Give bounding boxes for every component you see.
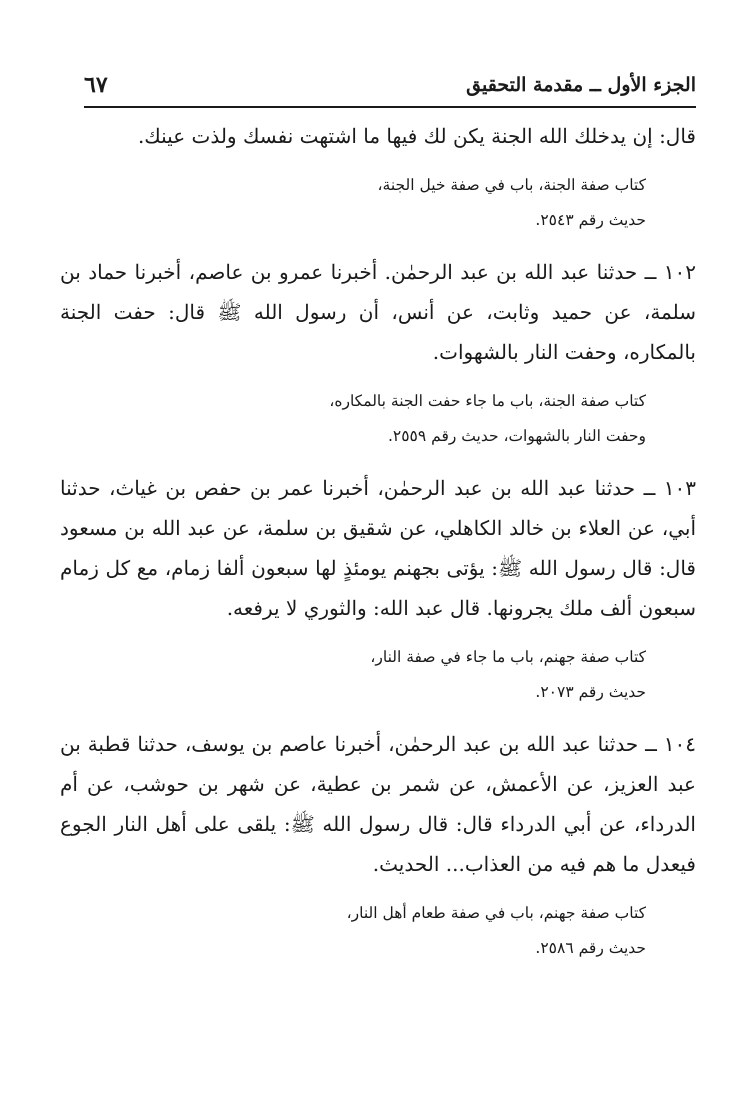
reference-line: كتاب صفة جهنم، باب في صفة طعام أهل النار،: [346, 904, 646, 922]
source-reference: [60, 168, 696, 238]
source-reference: [60, 384, 696, 454]
reference-line: كتاب صفة الجنة، باب ما جاء حفت الجنة بالمكاره،: [329, 392, 646, 410]
hadith-text-101-end: قال: إن يدخلك الله الجنة يكن لك فيها ما اشتهت نفسك ولذت عينك.: [137, 124, 696, 148]
hadith-103: ١٠٣ ــ حدثنا عبد الله بن عبد الرحمٰن، أخبرنا عمر بن حفص بن غياث، حدثنا أبي، عن العلاء بن خالد الكاهلي، عن شقيق بن سلمة، عن عبد الله بن مسعود قال: قال رسول الله ﷺ: يؤتى بجهنم يومئذٍ لها سبعون ألفا زمام، مع كل زمام سبعون ألف ملك يجرونها. قال عبد الله: والثوري لا يرفعه.: [60, 476, 696, 620]
page-content: [60, 116, 696, 980]
source-reference: [60, 896, 696, 966]
reference-line: وحفت النار بالشهوات، حديث رقم ٢٥٥٩.: [387, 427, 646, 445]
hadith-104: ١٠٤ ــ حدثنا عبد الله بن عبد الرحمٰن، أخبرنا عاصم بن يوسف، حدثنا قطبة بن عبد العزيز، عن الأعمش، عن شمر بن عطية، عن شهر بن حوشب، عن أم الدرداء، عن أبي الدرداء قال: قال رسول الله ﷺ: يلقى على أهل النار الجوع فيعدل ما هم فيه من العذاب... الحديث.: [60, 732, 696, 876]
page-number: ٦٧: [84, 72, 108, 98]
source-reference: [60, 640, 696, 710]
running-header: [84, 66, 696, 108]
reference-line: حديث رقم ٢٥٨٦.: [535, 939, 646, 957]
reference-line: حديث رقم ٢٥٤٣.: [535, 211, 646, 229]
reference-line: كتاب صفة جهنم، باب ما جاء في صفة النار،: [370, 648, 646, 666]
reference-line: كتاب صفة الجنة، باب في صفة خيل الجنة،: [377, 176, 646, 194]
header-title: الجزء الأول ــ مقدمة التحقيق: [466, 74, 696, 96]
reference-line: حديث رقم ٢٠٧٣.: [535, 683, 646, 701]
hadith-102: ١٠٢ ــ حدثنا عبد الله بن عبد الرحمٰن. أخبرنا عمرو بن عاصم، أخبرنا حماد بن سلمة، عن حميد وثابت، عن أنس، أن رسول الله ﷺ قال: حفت الجنة بالمكاره، وحفت النار بالشهوات.: [60, 260, 696, 364]
